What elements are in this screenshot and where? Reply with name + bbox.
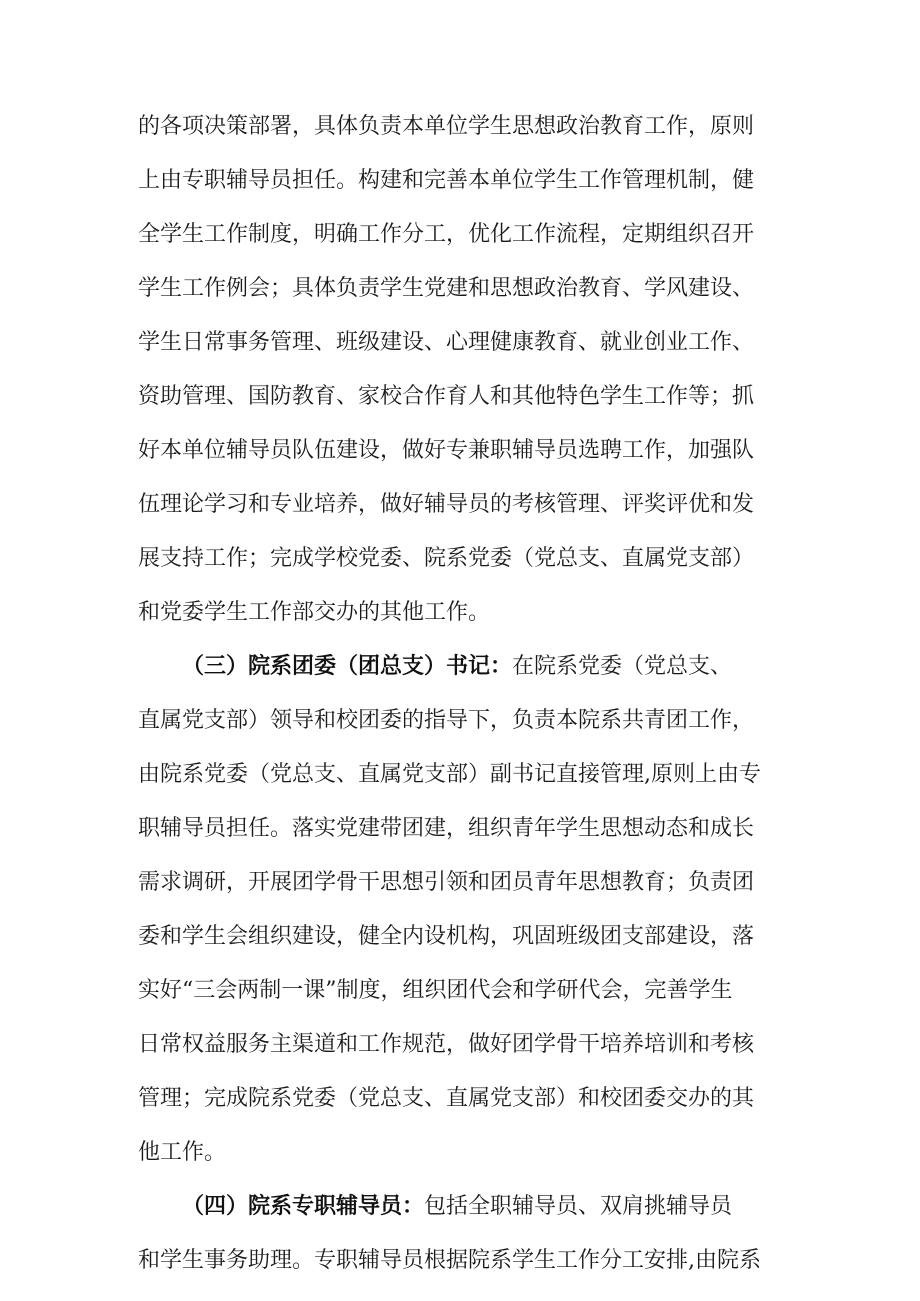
paragraph2-line-5: 需求调研，开展团学骨干思想引领和团员青年思想教育；负责团 — [138, 870, 755, 895]
paragraph2-heading: （三）院系团委（团总支）书记： — [182, 654, 513, 679]
paragraph1-line-10: 和党委学生工作部交办的其他工作。 — [138, 600, 491, 625]
paragraph1-line-5: 学生日常事务管理、班级建设、心理健康教育、就业创业工作、 — [138, 330, 755, 355]
paragraph1-line-3: 全学生工作制度，明确工作分工，优化工作流程，定期组织召开 — [138, 222, 755, 247]
paragraph2-line-8: 日常权益服务主渠道和工作规范，做好团学骨干培养培训和考核 — [138, 1032, 755, 1057]
paragraph3-heading: （四）院系专职辅导员： — [182, 1194, 425, 1219]
paragraph2-line-9: 管理；完成院系党委（党总支、直属党支部）和校团委交办的其 — [138, 1086, 755, 1111]
paragraph2-first-line-text: 在院系党委（党总支、 — [512, 654, 733, 679]
paragraph2-line-2: 直属党支部）领导和校团委的指导下，负责本院系共青团工作， — [138, 708, 755, 733]
paragraph2-line-6: 委和学生会组织建设，健全内设机构，巩固班级团支部建设，落 — [138, 924, 755, 949]
paragraph1-line-4: 学生工作例会；具体负责学生党建和思想政治教育、学风建设、 — [138, 276, 755, 301]
paragraph2-line-7: 实好“三会两制一课”制度，组织团代会和学研代会，完善学生 — [138, 978, 733, 1003]
paragraph3-first-line — [182, 1185, 732, 1229]
paragraph1-line-7: 好本单位辅导员队伍建设，做好专兼职辅导员选聘工作，加强队 — [138, 438, 755, 463]
paragraph1-line-6: 资助管理、国防教育、家校合作育人和其他特色学生工作等；抓 — [138, 384, 755, 409]
paragraph2-first-line — [182, 645, 732, 689]
paragraph1-line-9: 展支持工作；完成学校党委、院系党委（党总支、直属党支部） — [138, 546, 755, 571]
paragraph1-line-8: 伍理论学习和专业培养，做好辅导员的考核管理、评奖评优和发 — [138, 492, 755, 517]
paragraph3-line-2: 和学生事务助理。专职辅导员根据院系学生工作分工安排,由院系 — [138, 1248, 761, 1273]
paragraph1-line-1: 的各项决策部署，具体负责本单位学生思想政治教育工作，原则 — [138, 114, 755, 139]
paragraph1-line-2: 上由专职辅导员担任。构建和完善本单位学生工作管理机制，健 — [138, 168, 755, 193]
paragraph3-first-line-text: 包括全职辅导员、双肩挑辅导员 — [424, 1194, 733, 1219]
paragraph2-line-10: 他工作。 — [138, 1140, 227, 1165]
paragraph2-line-4: 职辅导员担任。落实党建带团建，组织青年学生思想动态和成长 — [138, 816, 755, 841]
paragraph2-line-3: 由院系党委（党总支、直属党支部）副书记直接管理,原则上由专 — [138, 762, 761, 787]
